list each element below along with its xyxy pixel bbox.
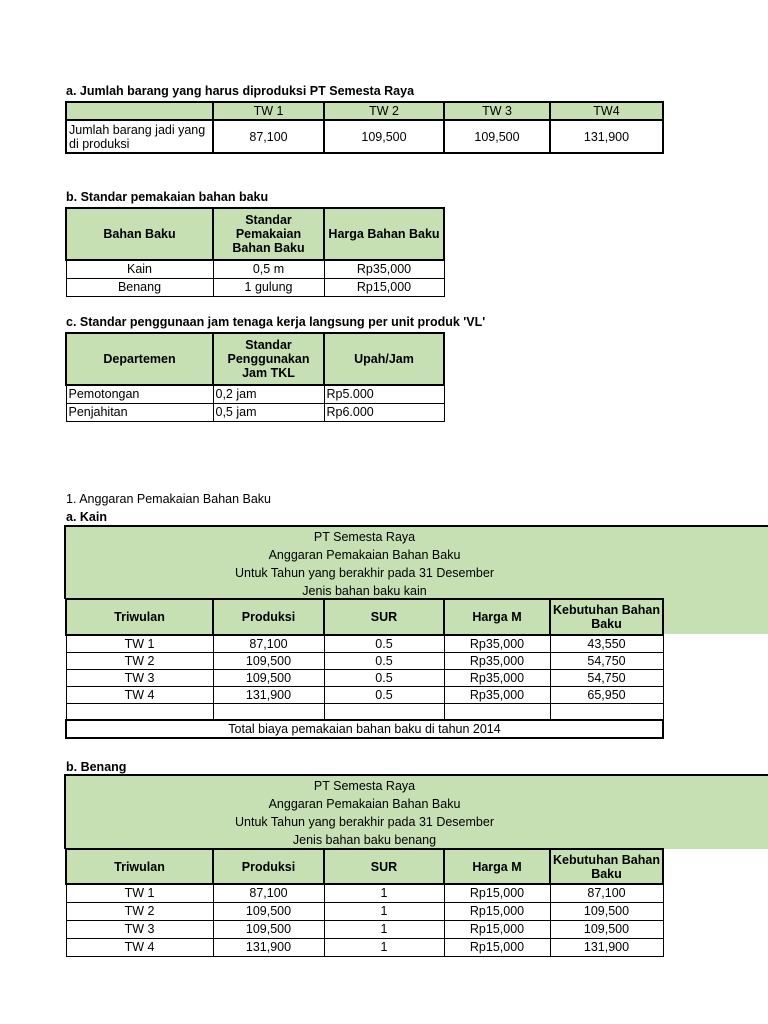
kain-title-block <box>64 525 768 599</box>
benang-budget-table <box>65 848 664 957</box>
table-row <box>66 884 663 902</box>
cell-need: 54,750 <box>550 652 663 669</box>
section-c-heading: c. Standar penggunaan jam tenaga kerja langsung per unit produk 'VL' <box>66 315 486 329</box>
cell-sur: 0.5 <box>324 652 444 669</box>
cell-price: Rp35,000 <box>444 635 550 652</box>
production-header-row <box>66 102 663 120</box>
section-b-heading: b. Standar pemakaian bahan baku <box>66 190 269 204</box>
header-produksi: Produksi <box>213 849 324 884</box>
header-kebutuhan: Kebutuhan Bahan Baku <box>550 599 663 635</box>
labor-standard-table <box>65 332 445 422</box>
table-row <box>66 635 663 652</box>
kain-title-report: Anggaran Pemakaian Bahan Baku <box>268 548 461 562</box>
labor-row <box>66 385 444 403</box>
row-label: Jumlah barang jadi yang di produksi <box>66 120 213 153</box>
cell-wage: Rp5.000 <box>324 385 444 403</box>
production-row <box>66 120 663 153</box>
labor-header-row <box>66 333 444 385</box>
cell-need: 65,950 <box>550 686 663 703</box>
cell-hours: 0,2 jam <box>213 385 324 403</box>
cell-quarter: TW 1 <box>66 635 213 652</box>
header-standar-pemakaian: Standar Pemakaian Bahan Baku <box>213 208 324 260</box>
total-label: Total biaya pemakaian bahan baku di tahun 2014 <box>66 720 663 738</box>
cell-production: 109,500 <box>213 652 324 669</box>
header-kebutuhan: Kebutuhan Bahan Baku <box>550 849 663 884</box>
empty-cell <box>444 703 550 720</box>
header-produksi: Produksi <box>213 599 324 635</box>
cell-price: Rp15,000 <box>444 920 550 938</box>
cell-production: 109,500 <box>213 902 324 920</box>
cell-need: 109,500 <box>550 920 663 938</box>
production-table <box>65 101 664 154</box>
kain-label: a. Kain <box>66 510 107 524</box>
value-tw2: 109,500 <box>324 120 444 153</box>
cell-production: 131,900 <box>213 938 324 956</box>
empty-cell <box>66 703 213 720</box>
cell-production: 131,900 <box>213 686 324 703</box>
value-tw4: 131,900 <box>550 120 663 153</box>
cell-hours: 0,5 jam <box>213 403 324 421</box>
total-row <box>66 720 663 738</box>
cell-material: Benang <box>66 278 213 296</box>
value-tw3: 109,500 <box>444 120 550 153</box>
cell-quarter: TW 3 <box>66 669 213 686</box>
cell-sur: 1 <box>324 938 444 956</box>
header-departemen: Departemen <box>66 333 213 385</box>
kain-title-company: PT Semesta Raya <box>313 530 416 544</box>
budget-heading: 1. Anggaran Pemakaian Bahan Baku <box>66 492 272 506</box>
table-row <box>66 920 663 938</box>
benang-title-material: Jenis bahan baku benang <box>292 833 437 847</box>
header-sur: SUR <box>324 849 444 884</box>
header-harga-m: Harga M <box>444 599 550 635</box>
cell-price: Rp15,000 <box>444 884 550 902</box>
header-triwulan: Triwulan <box>66 599 213 635</box>
section-a-heading: a. Jumlah barang yang harus diproduksi PT Semesta Raya <box>66 84 415 98</box>
cell-quarter: TW 2 <box>66 902 213 920</box>
header-cell-empty <box>66 102 213 120</box>
header-harga-bahan: Harga Bahan Baku <box>324 208 444 260</box>
cell-production: 109,500 <box>213 920 324 938</box>
cell-need: 43,550 <box>550 635 663 652</box>
kain-budget-table <box>65 598 664 739</box>
benang-header-row <box>66 849 663 884</box>
cell-price: Rp35,000 <box>444 686 550 703</box>
cell-material: Kain <box>66 260 213 278</box>
cell-sur: 1 <box>324 902 444 920</box>
kain-title-material: Jenis bahan baku kain <box>302 584 427 598</box>
cell-production: 87,100 <box>213 884 324 902</box>
cell-quarter: TW 4 <box>66 686 213 703</box>
benang-title-report: Anggaran Pemakaian Bahan Baku <box>268 797 461 811</box>
cell-price: Rp35,000 <box>444 652 550 669</box>
cell-sur: 0.5 <box>324 686 444 703</box>
material-standard-table <box>65 207 445 297</box>
cell-sur: 0.5 <box>324 669 444 686</box>
cell-price: Rp35,000 <box>444 669 550 686</box>
kain-header-row <box>66 599 663 635</box>
material-row <box>66 278 444 296</box>
header-cell-tw4: TW4 <box>550 102 663 120</box>
cell-need: 87,100 <box>550 884 663 902</box>
table-row <box>66 938 663 956</box>
table-row <box>66 902 663 920</box>
benang-title-period: Untuk Tahun yang berakhir pada 31 Desember <box>235 815 494 829</box>
kain-title-period: Untuk Tahun yang berakhir pada 31 Desember <box>235 566 494 580</box>
header-bahan-baku: Bahan Baku <box>66 208 213 260</box>
table-row <box>66 686 663 703</box>
benang-title-company: PT Semesta Raya <box>313 779 416 793</box>
cell-usage: 1 gulung <box>213 278 324 296</box>
material-row <box>66 260 444 278</box>
cell-quarter: TW 3 <box>66 920 213 938</box>
cell-quarter: TW 1 <box>66 884 213 902</box>
header-cell-tw1: TW 1 <box>213 102 324 120</box>
header-harga-m: Harga M <box>444 849 550 884</box>
benang-label: b. Benang <box>66 760 127 774</box>
cell-department: Penjahitan <box>66 403 213 421</box>
cell-quarter: TW 4 <box>66 938 213 956</box>
cell-need: 131,900 <box>550 938 663 956</box>
labor-row <box>66 403 444 421</box>
cell-production: 87,100 <box>213 635 324 652</box>
cell-usage: 0,5 m <box>213 260 324 278</box>
header-sur: SUR <box>324 599 444 635</box>
cell-price: Rp35,000 <box>324 260 444 278</box>
header-triwulan: Triwulan <box>66 849 213 884</box>
empty-cell <box>213 703 324 720</box>
cell-price: Rp15,000 <box>324 278 444 296</box>
header-cell-tw3: TW 3 <box>444 102 550 120</box>
kain-green-extension <box>662 598 768 634</box>
empty-cell <box>324 703 444 720</box>
empty-cell <box>550 703 663 720</box>
cell-department: Pemotongan <box>66 385 213 403</box>
value-tw1: 87,100 <box>213 120 324 153</box>
cell-need: 109,500 <box>550 902 663 920</box>
cell-production: 109,500 <box>213 669 324 686</box>
material-header-row <box>66 208 444 260</box>
header-upah: Upah/Jam <box>324 333 444 385</box>
header-standar-jam: Standar Penggunakan Jam TKL <box>213 333 324 385</box>
cell-need: 54,750 <box>550 669 663 686</box>
cell-price: Rp15,000 <box>444 902 550 920</box>
cell-quarter: TW 2 <box>66 652 213 669</box>
header-cell-tw2: TW 2 <box>324 102 444 120</box>
cell-price: Rp15,000 <box>444 938 550 956</box>
cell-sur: 0.5 <box>324 635 444 652</box>
cell-sur: 1 <box>324 884 444 902</box>
cell-sur: 1 <box>324 920 444 938</box>
benang-title-block <box>64 774 768 849</box>
table-row <box>66 652 663 669</box>
empty-row <box>66 703 663 720</box>
cell-wage: Rp6.000 <box>324 403 444 421</box>
table-row <box>66 669 663 686</box>
